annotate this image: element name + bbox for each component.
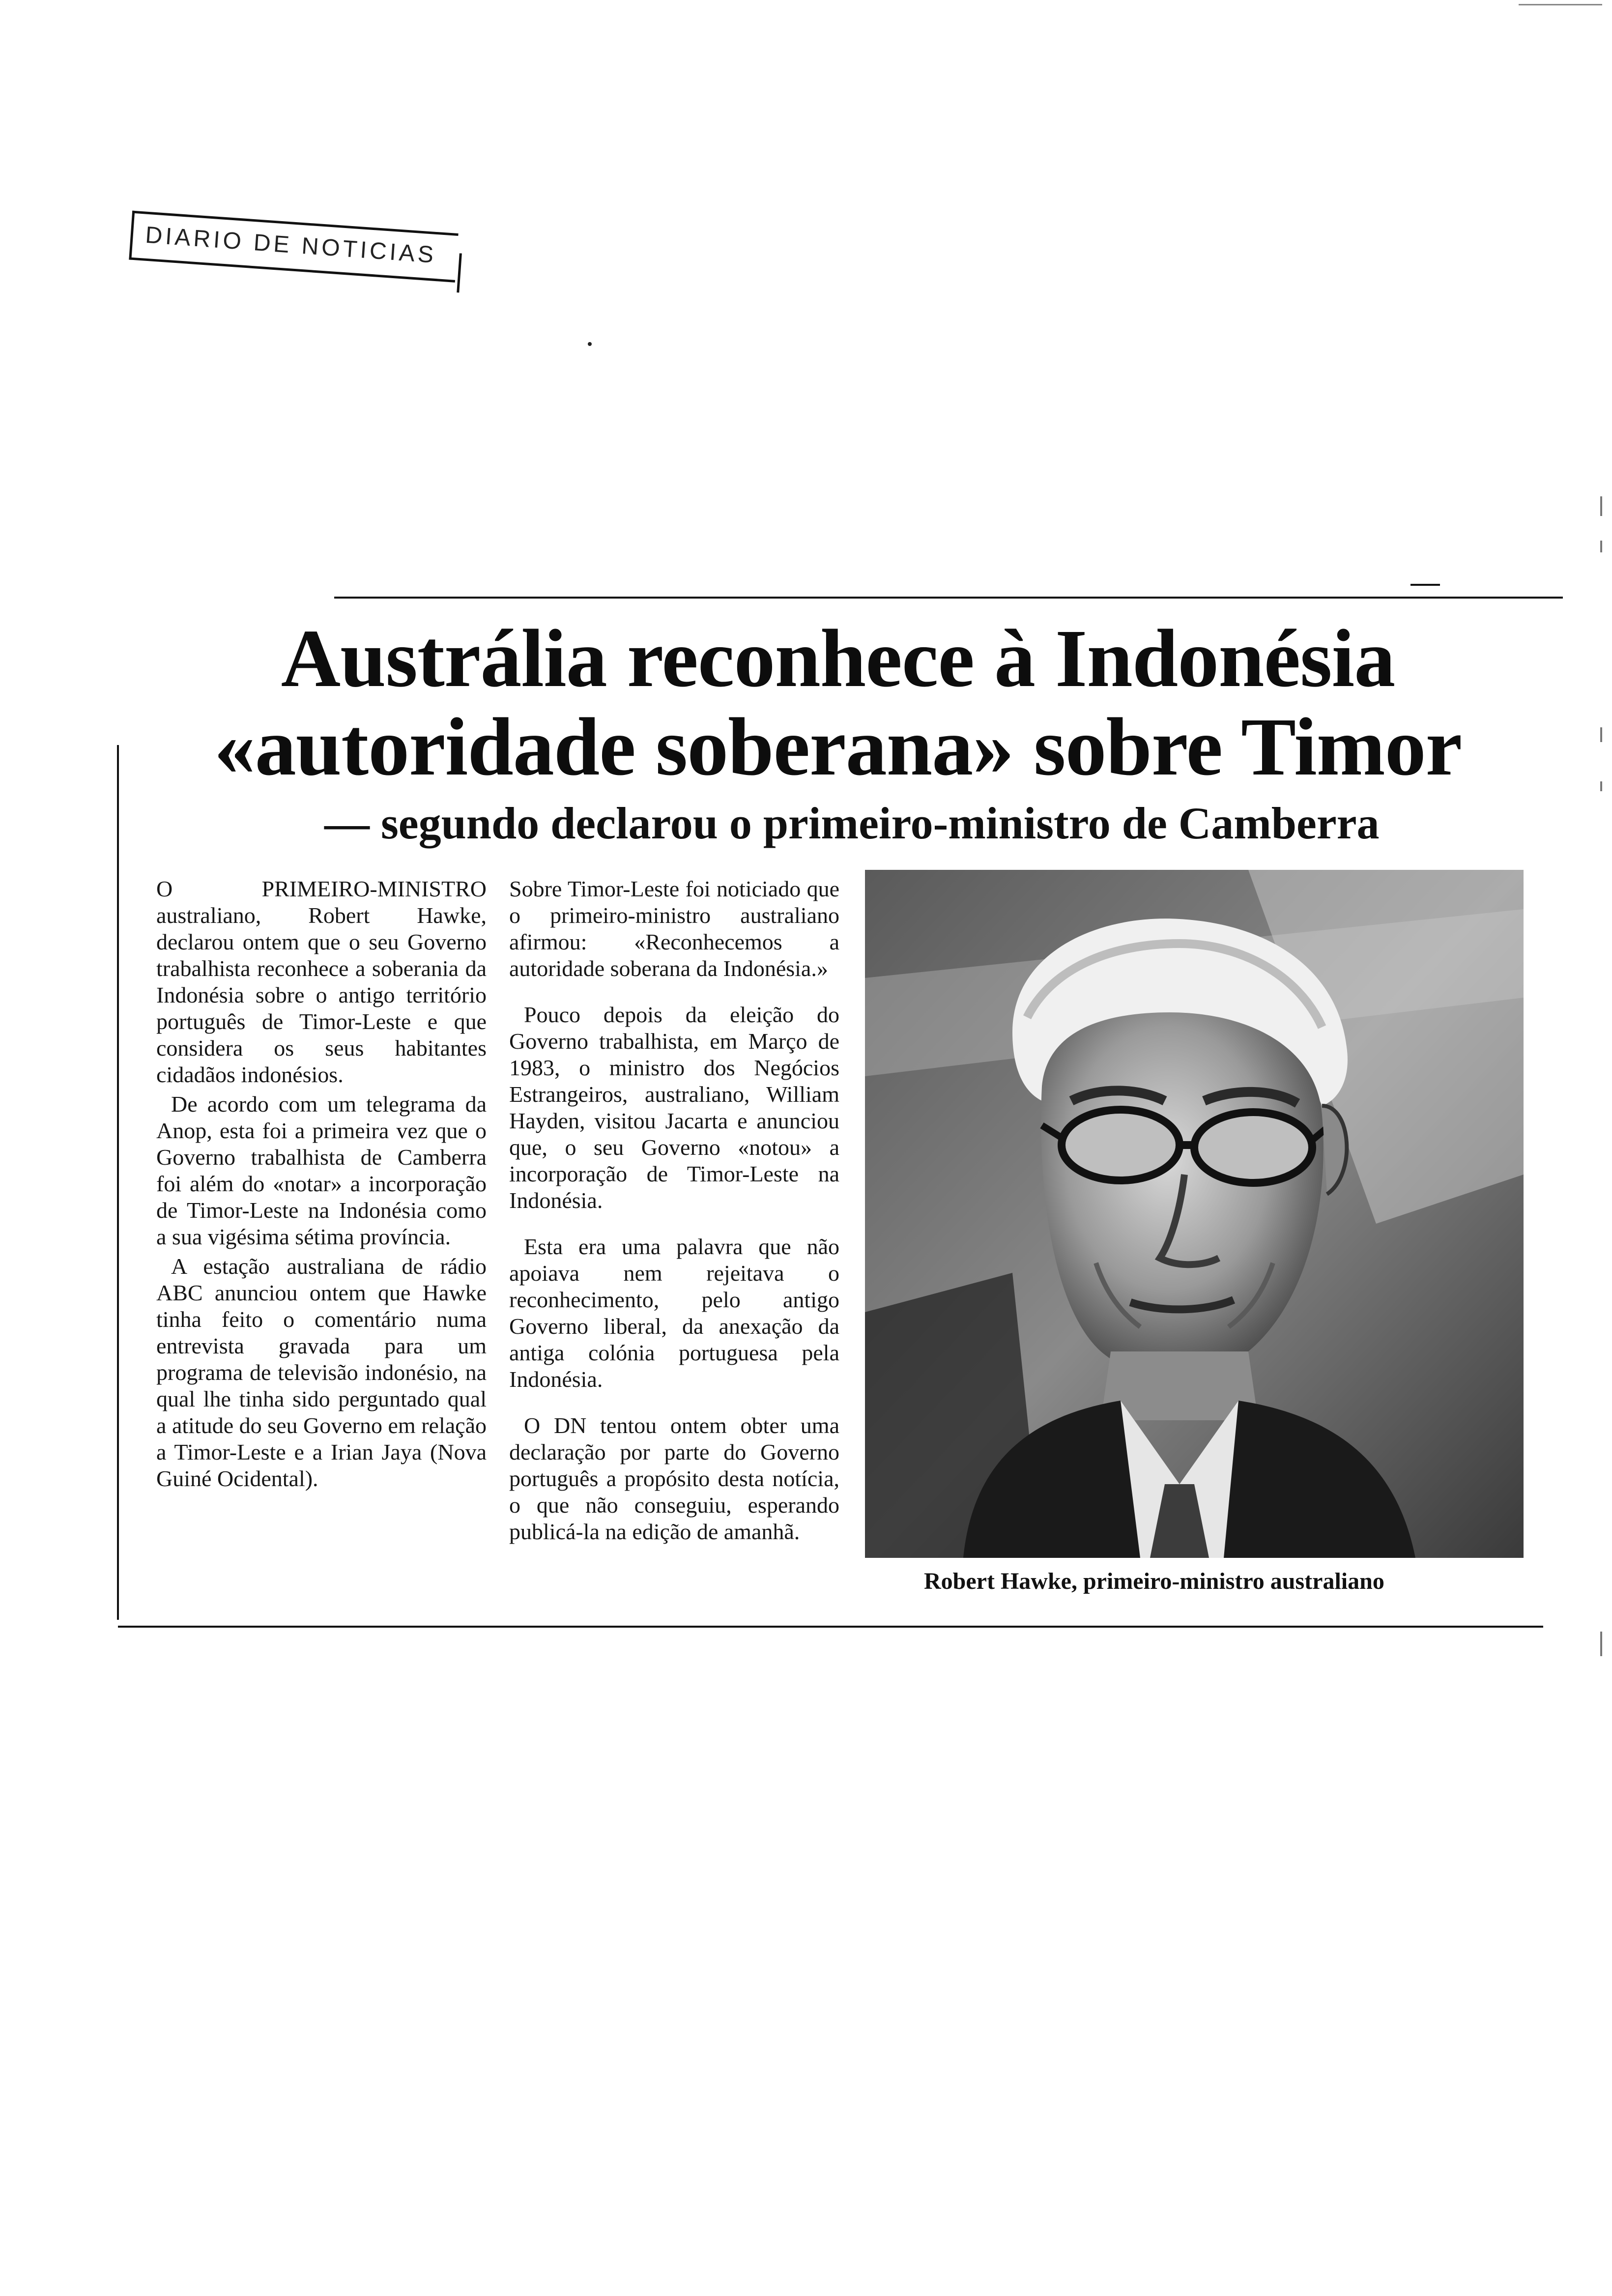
source-label-tick <box>457 253 462 292</box>
photo-caption: Robert Hawke, primeiro-ministro australiano <box>924 1568 1384 1594</box>
paragraph: A estação australiana de rádio ABC anunciou ontem que Hawke tinha feito o comentário numa entrevista gravada para um programa de televisão indonésio, na qual lhe tinha sido perguntado qual a atitude do seu Governo em relação a Timor-Leste e a Irian Jaya (Nova Guiné Ocidental). <box>156 1254 487 1491</box>
scan-speck <box>588 342 592 346</box>
article-top-rule <box>334 597 1563 599</box>
portrait-illustration <box>865 870 1524 1558</box>
subheadline: — segundo declarou o primeiro-ministro de Camberra <box>324 798 1380 848</box>
column-left-rule <box>117 745 119 1620</box>
source-label <box>123 205 461 297</box>
scan-edge-mark <box>1519 4 1602 5</box>
paragraph: O DN tentou ontem obter uma declaração por parte do Governo português a propósito desta notícia, o que não conseguiu, esperando publicá-la na edição de amanhã. <box>509 1413 839 1544</box>
scan-speck <box>1600 1632 1602 1656</box>
article-top-rule-accent <box>1410 584 1440 586</box>
headline-line-1: Austrália reconhece à Indonésia <box>281 613 1395 704</box>
source-label-text: DIARIO DE NOTICIAS <box>144 222 437 268</box>
article-column-middle <box>509 876 839 1613</box>
headline <box>113 614 1563 791</box>
scan-speck <box>1600 727 1602 742</box>
scan-speck <box>1600 781 1602 791</box>
article-column-left <box>156 876 487 1623</box>
scan-speck <box>1600 496 1602 516</box>
headline-line-2: «autoridade soberana» sobre Timor <box>214 701 1462 793</box>
paragraph: Esta era uma palavra que não apoiava nem rejeitava o reconhecimento, pelo antigo Governo liberal, da anexação da antiga colónia portuguesa pela Indonésia. <box>509 1234 839 1392</box>
paragraph: Pouco depois da eleição do Governo trabalhista, em Março de 1983, o ministro dos Negócios Estrangeiros, australiano, William Hayden, visitou Jacarta e anunciou que, o seu Governo «notou» a incorporação de Timor-Leste na Indonésia. <box>509 1002 839 1213</box>
paragraph: Sobre Timor-Leste foi noticiado que o primeiro-ministro australiano afirmou: «Reconhecemos a autoridade soberana da Indonésia.» <box>509 876 839 981</box>
portrait-photo <box>865 870 1524 1558</box>
article-bottom-rule <box>118 1626 1543 1628</box>
paragraph: O PRIMEIRO-MINISTRO australiano, Robert Hawke, declarou ontem que o seu Governo trabalhista reconhece a soberania da Indonésia sobre o antigo território português de Timor-Leste e que considera os seus habitantes cidadãos indonésios. <box>156 876 487 1087</box>
scan-speck <box>1600 541 1602 552</box>
paragraph: De acordo com um telegrama da Anop, esta foi a primeira vez que o Governo trabalhista de Camberra foi além do «notar» a incorporação de Timor-Leste na Indonésia como a sua vigésima sétima província. <box>156 1091 487 1249</box>
